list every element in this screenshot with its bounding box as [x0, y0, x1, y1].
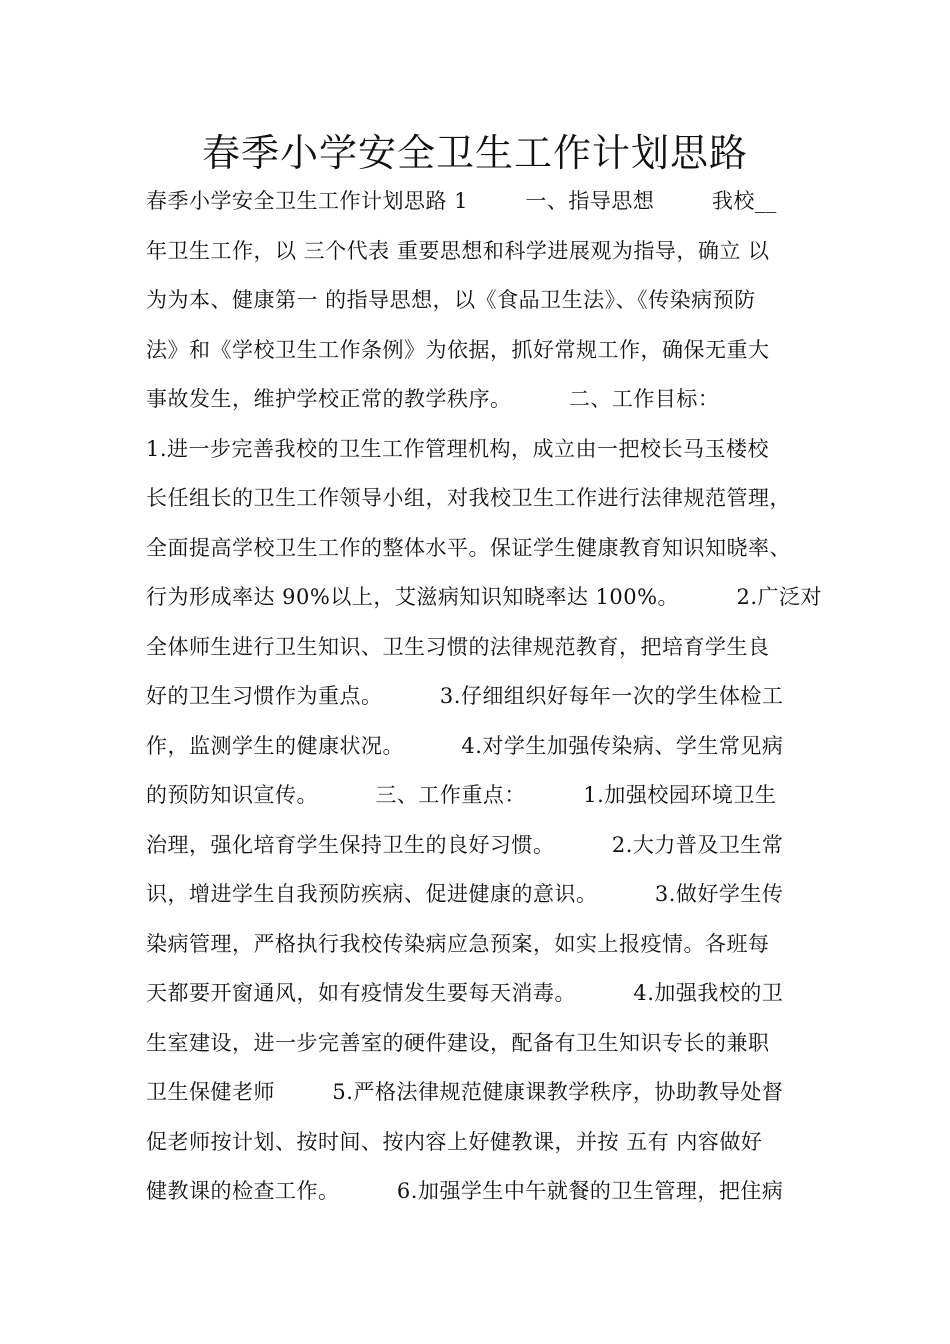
body-line: 年卫生工作，以 三个代表 重要思想和科学进展观为指导，确立 以: [146, 239, 770, 263]
body-line: 识，增进学生自我预防疾病、促进健康的意识。 3.做好学生传: [146, 882, 784, 906]
body-line: 全面提高学校卫生工作的整体水平。保证学生健康教育知识知晓率、: [146, 536, 791, 560]
body-line: 全体师生进行卫生知识、卫生习惯的法律规范教育，把培育学生良: [146, 635, 770, 659]
body-line: 1.进一步完善我校的卫生工作管理机构，成立由一把校长马玉楼校: [146, 437, 770, 461]
body-line: 卫生保健老师 5.严格法律规范健康课教学秩序，协助教导处督: [146, 1080, 784, 1104]
body-line: 长任组长的卫生工作领导小组，对我校卫生工作进行法律规范管理，: [146, 486, 791, 510]
body-line: 天都要开窗通风，如有疫情发生要每天消毒。 4.加强我校的卫: [146, 981, 784, 1005]
body-line: 治理，强化培育学生保持卫生的良好习惯。 2.大力普及卫生常: [146, 833, 784, 857]
body-line: 染病管理，严格执行我校传染病应急预案，如实上报疫情。各班每: [146, 932, 770, 956]
body-line: 作，监测学生的健康状况。 4.对学生加强传染病、学生常见病: [146, 734, 784, 758]
body-line: 好的卫生习惯作为重点。 3.仔细组织好每年一次的学生体检工: [146, 684, 784, 708]
body-line: 事故发生，维护学校正常的教学秩序。 二、工作目标：: [146, 387, 720, 411]
body-line: 为为本、健康第一 的指导思想，以《食品卫生法》、《传染病预防: [146, 288, 756, 312]
body-line: 的预防知识宣传。 三、工作重点： 1.加强校园环境卫生: [146, 783, 777, 807]
body-line: 健教课的检查工作。 6.加强学生中午就餐的卫生管理，把住病: [146, 1179, 784, 1203]
body-line: 行为形成率达 90%以上，艾滋病知识知晓率达 100%。 2.广泛对: [146, 585, 822, 609]
body-line: 法》和《学校卫生工作条例》为依据，抓好常规工作，确保无重大: [146, 338, 770, 362]
body-line: 生室建设，进一步完善室的硬件建设，配备有卫生知识专长的兼职: [146, 1031, 770, 1055]
document-title: 春季小学安全卫生工作计划思路: [201, 131, 748, 175]
body-line: 春季小学安全卫生工作计划思路 1 一、指导思想 我校__: [146, 189, 777, 213]
body-line: 促老师按计划、按时间、按内容上好健教课，并按 五有 内容做好: [146, 1130, 763, 1154]
